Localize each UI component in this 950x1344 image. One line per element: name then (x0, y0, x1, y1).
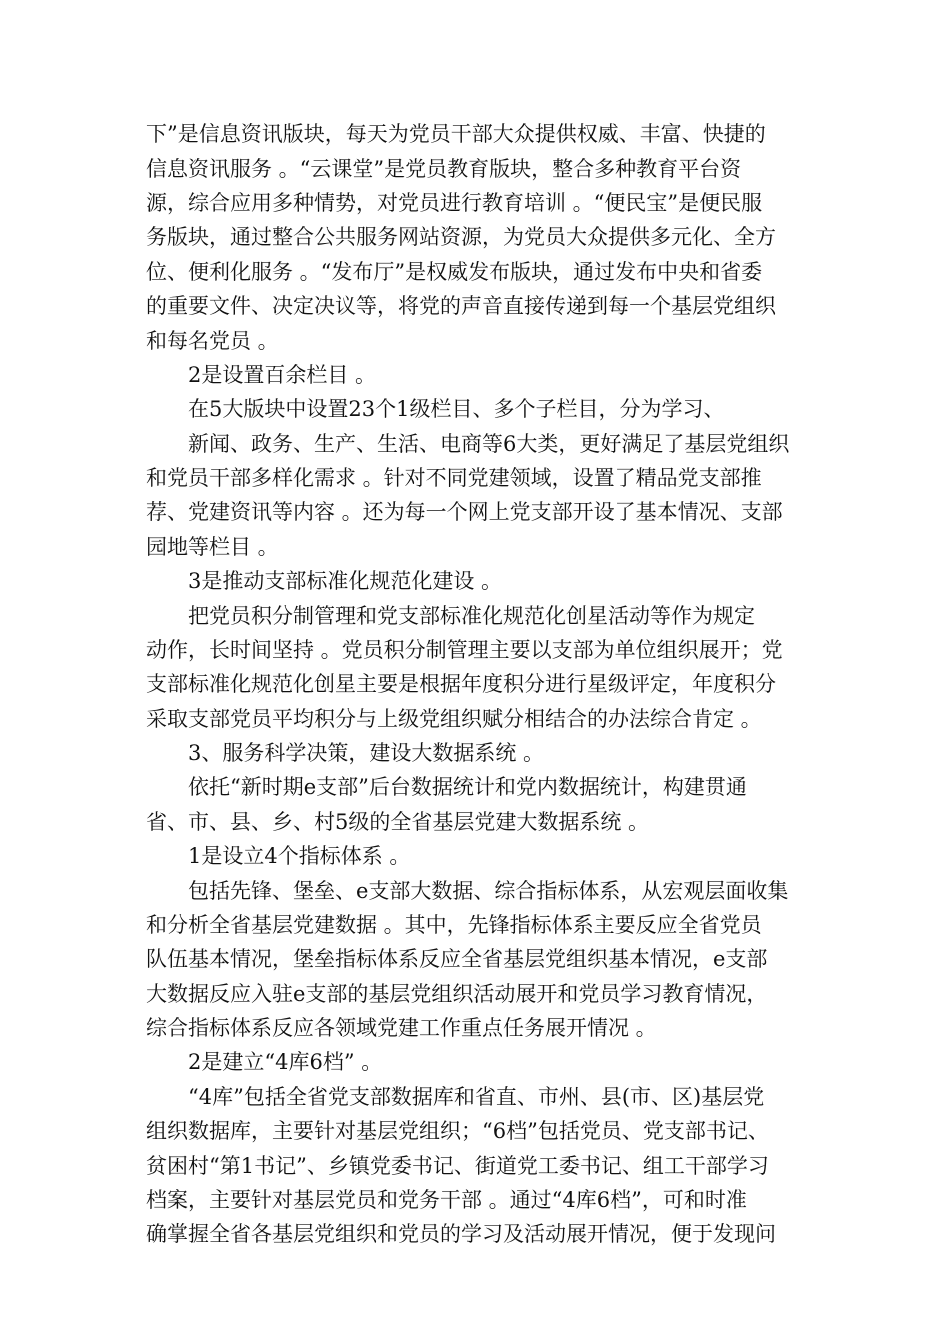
text-line: 1是设立4个指标体系 。 (188, 844, 411, 868)
text-line: 和每名党员 。 (146, 329, 279, 353)
text-line: 信息资讯服务 。“云课堂”是党员教育版块，整合多种教育平台资 (146, 157, 742, 181)
text-line: 下”是信息资讯版块，每天为党员干部大众提供权威、丰富、快捷的 (146, 122, 766, 146)
text-line: 位、便利化服务 。“发布厅”是权威发布版块，通过发布中央和省委 (146, 260, 763, 284)
text-line: 贫困村“第1书记”、乡镇党委书记、街道党工委书记、组工干部学习 (146, 1154, 769, 1178)
text-line: “4库”包括全省党支部数据库和省直、市州、县(市、区)基层党 (188, 1085, 765, 1109)
text-line: 依托“新时期e支部”后台数据统计和党内数据统计，构建贯通 (188, 775, 747, 799)
text-line: 队伍基本情况，堡垒指标体系反应全省基层党组织基本情况，e支部 (146, 947, 768, 971)
text-line: 组织数据库，主要针对基层党组织；“6档”包括党员、党支部书记、 (146, 1119, 769, 1143)
text-line: 3是推动支部标准化规范化建设 。 (188, 569, 503, 593)
text-line: 在5大版块中设置23个1级栏目、多个子栏目，分为学习、 (188, 397, 725, 421)
text-line: 新闻、政务、生产、生活、电商等6大类，更好满足了基层党组织 (188, 432, 790, 456)
text-line: 把党员积分制管理和党支部标准化规范化创星活动等作为规定 (188, 604, 755, 628)
text-line: 确掌握全省各基层党组织和党员的学习及活动展开情况，便于发现问 (146, 1222, 776, 1246)
text-line: 2是设置百余栏目 。 (188, 363, 377, 387)
text-line: 包括先锋、堡垒、e支部大数据、综合指标体系，从宏观层面收集 (188, 879, 789, 903)
text-line: 3、服务科学决策，建设大数据系统 。 (188, 741, 545, 765)
text-line: 2是建立“4库6档” 。 (188, 1050, 383, 1074)
text-line: 档案，主要针对基层党员和党务干部 。通过“4库6档”，可和时准 (146, 1188, 747, 1212)
text-line: 省、市、县、乡、村5级的全省基层党建大数据系统 。 (146, 810, 650, 834)
text-line: 园地等栏目 。 (146, 535, 279, 559)
text-line: 的重要文件、决定决议等，将党的声音直接传递到每一个基层党组织 (146, 294, 776, 318)
text-line: 综合指标体系反应各领域党建工作重点任务展开情况 。 (146, 1016, 657, 1040)
text-line: 大数据反应入驻e支部的基层党组织活动展开和党员学习教育情况， (146, 982, 768, 1006)
text-line: 务版块，通过整合公共服务网站资源，为党员大众提供多元化、全方 (146, 225, 776, 249)
text-line: 支部标准化规范化创星主要是根据年度积分进行星级评定，年度积分 (146, 672, 776, 696)
text-line: 动作，长时间坚持 。党员积分制管理主要以支部为单位组织展开；党 (146, 638, 783, 662)
text-line: 和党员干部多样化需求 。针对不同党建领域，设置了精品党支部推 (146, 466, 762, 490)
text-line: 源，综合应用多种情势，对党员进行教育培训 。“便民宝”是便民服 (146, 191, 763, 215)
text-line: 采取支部党员平均积分与上级党组织赋分相结合的办法综合肯定 。 (146, 707, 762, 731)
text-line: 荐、党建资讯等内容 。还为每一个网上党支部开设了基本情况、支部 (146, 500, 783, 524)
text-line: 和分析全省基层党建数据 。其中，先锋指标体系主要反应全省党员 (146, 913, 762, 937)
